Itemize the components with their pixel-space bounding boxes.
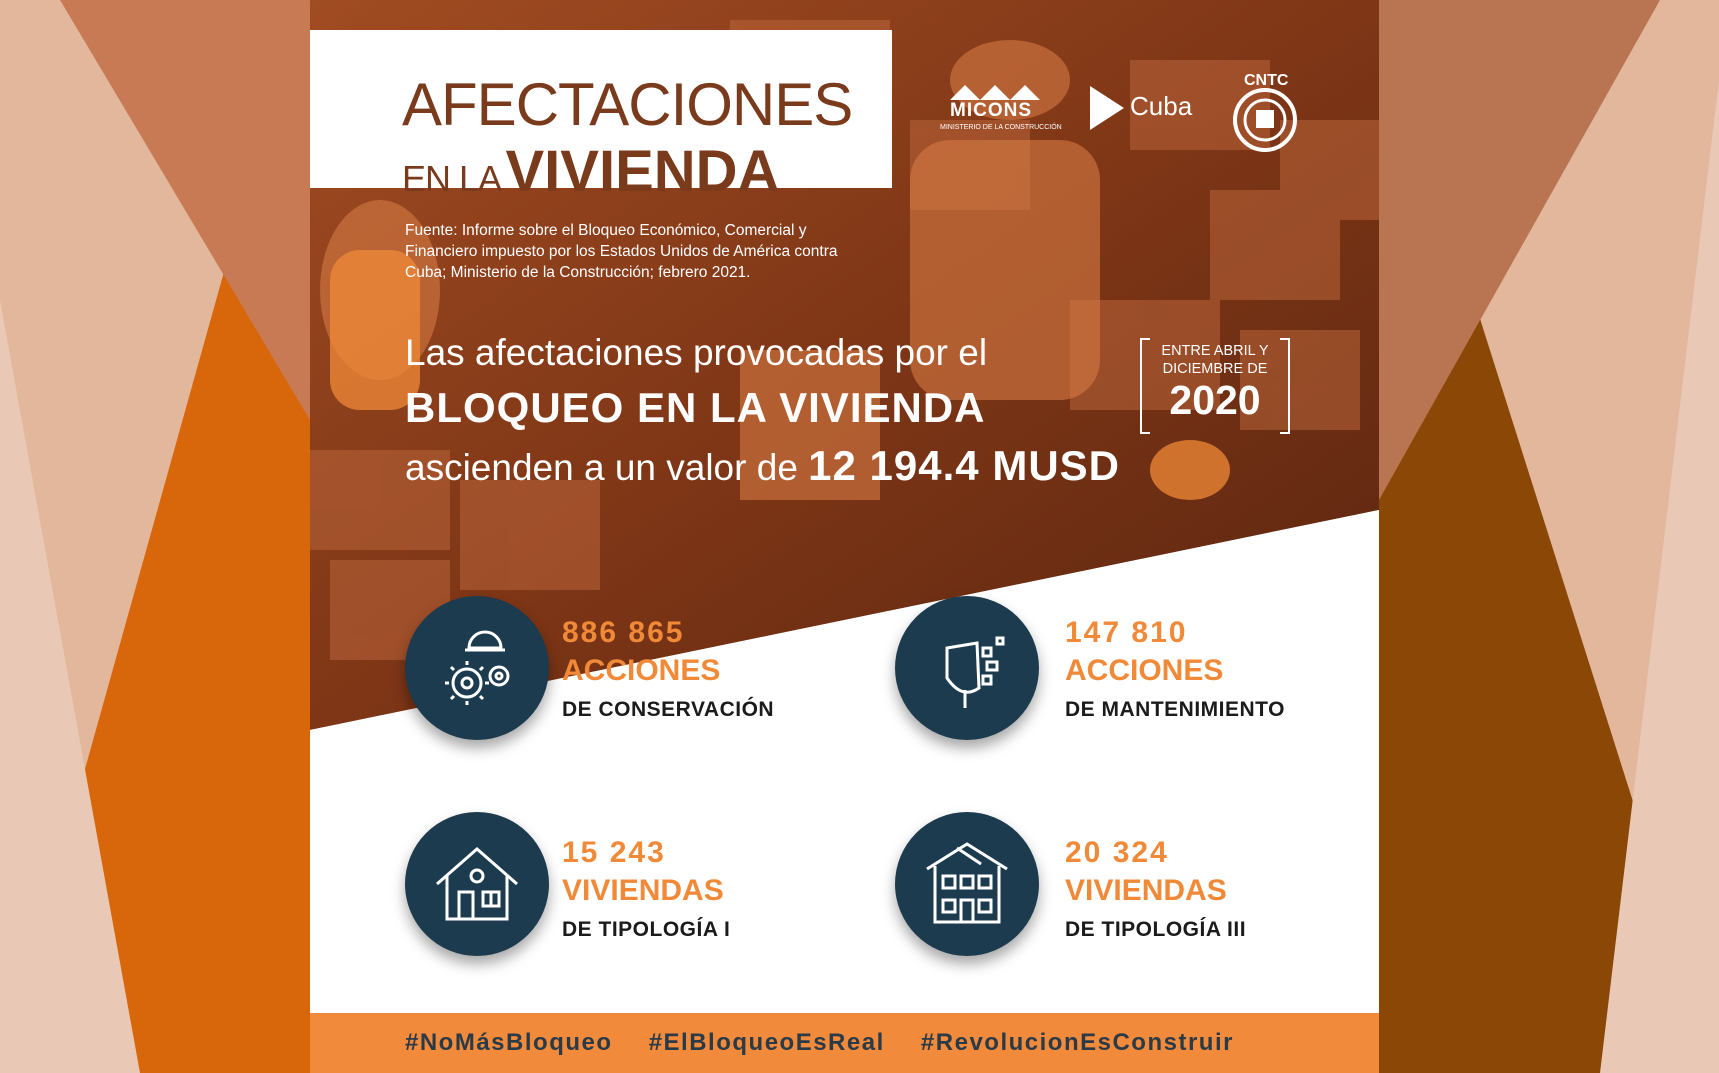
micons-subtitle: MINISTERIO DE LA CONSTRUCCIÓN bbox=[940, 124, 1062, 131]
cuba-logo bbox=[1090, 86, 1192, 130]
house-icon bbox=[427, 834, 527, 934]
hashtag-2[interactable]: #ElBloqueoEsReal bbox=[648, 1029, 885, 1056]
stat-tipologia-1 bbox=[405, 812, 845, 962]
stat-unit: VIVIENDAS bbox=[562, 874, 724, 907]
hashtags bbox=[405, 1029, 1262, 1057]
title-line-1: AFECTACIONES bbox=[402, 71, 853, 138]
stat-number: 147 810 bbox=[1065, 616, 1188, 649]
stat-unit: ACCIONES bbox=[1065, 654, 1224, 687]
period-box bbox=[1140, 338, 1290, 430]
headline-prefix: ascienden a un valor de bbox=[405, 447, 798, 488]
stat-tipologia-3 bbox=[895, 812, 1365, 962]
stat-mantenimiento bbox=[895, 596, 1365, 746]
cntc-label: CNTC bbox=[1244, 72, 1289, 89]
stat-desc: DE TIPOLOGÍA III bbox=[1065, 918, 1247, 941]
stat-number: 15 243 bbox=[562, 836, 666, 869]
trowel-wall-icon bbox=[917, 618, 1017, 718]
title-main: VIVIENDA bbox=[505, 139, 780, 204]
title-line-2 bbox=[402, 138, 779, 205]
period-year: 2020 bbox=[1169, 377, 1261, 423]
micons-name: MICONS bbox=[950, 100, 1032, 121]
title-box bbox=[310, 30, 892, 204]
headline-line-3 bbox=[405, 442, 1120, 490]
building-icon bbox=[917, 834, 1017, 934]
cuba-label: Cuba bbox=[1130, 90, 1193, 121]
cntc-logo bbox=[1220, 62, 1310, 152]
hashtag-1[interactable]: #NoMásBloqueo bbox=[405, 1029, 613, 1056]
play-icon bbox=[1090, 86, 1124, 130]
micons-logo bbox=[940, 82, 1060, 142]
stat-desc: DE CONSERVACIÓN bbox=[562, 698, 775, 721]
helmet-gears-icon bbox=[427, 618, 527, 718]
stat-unit: VIVIENDAS bbox=[1065, 874, 1227, 907]
stat-desc: DE MANTENIMIENTO bbox=[1065, 698, 1285, 721]
headline-value: 12 194.4 MUSD bbox=[808, 442, 1120, 489]
hashtag-footer bbox=[310, 1013, 1379, 1073]
headline-line-1: Las afectaciones provocadas por el bbox=[405, 332, 988, 373]
stat-conservacion bbox=[405, 596, 845, 746]
headline-line-2: BLOQUEO EN LA VIVIENDA bbox=[405, 384, 986, 431]
logos bbox=[940, 72, 1360, 152]
stat-icon-circle bbox=[405, 812, 549, 956]
period-label: ENTRE ABRIL Y DICIEMBRE DE bbox=[1161, 343, 1269, 377]
stat-number: 20 324 bbox=[1065, 836, 1169, 869]
hashtag-3[interactable]: #RevolucionEsConstruir bbox=[920, 1029, 1234, 1056]
poster bbox=[310, 0, 1379, 1073]
source-note: Fuente: Informe sobre el Bloqueo Económico, Comercial y Financiero impuesto por los Estados Unidos de América contra Cuba; Ministerio de la Construcción; febrero 2021. bbox=[405, 222, 838, 281]
stat-desc: DE TIPOLOGÍA I bbox=[562, 918, 731, 941]
title-prefix: EN LA bbox=[402, 158, 502, 199]
stat-icon-circle bbox=[895, 596, 1039, 740]
stat-icon-circle bbox=[405, 596, 549, 740]
stat-icon-circle bbox=[895, 812, 1039, 956]
stat-number: 886 865 bbox=[562, 616, 685, 649]
stat-unit: ACCIONES bbox=[562, 654, 721, 687]
